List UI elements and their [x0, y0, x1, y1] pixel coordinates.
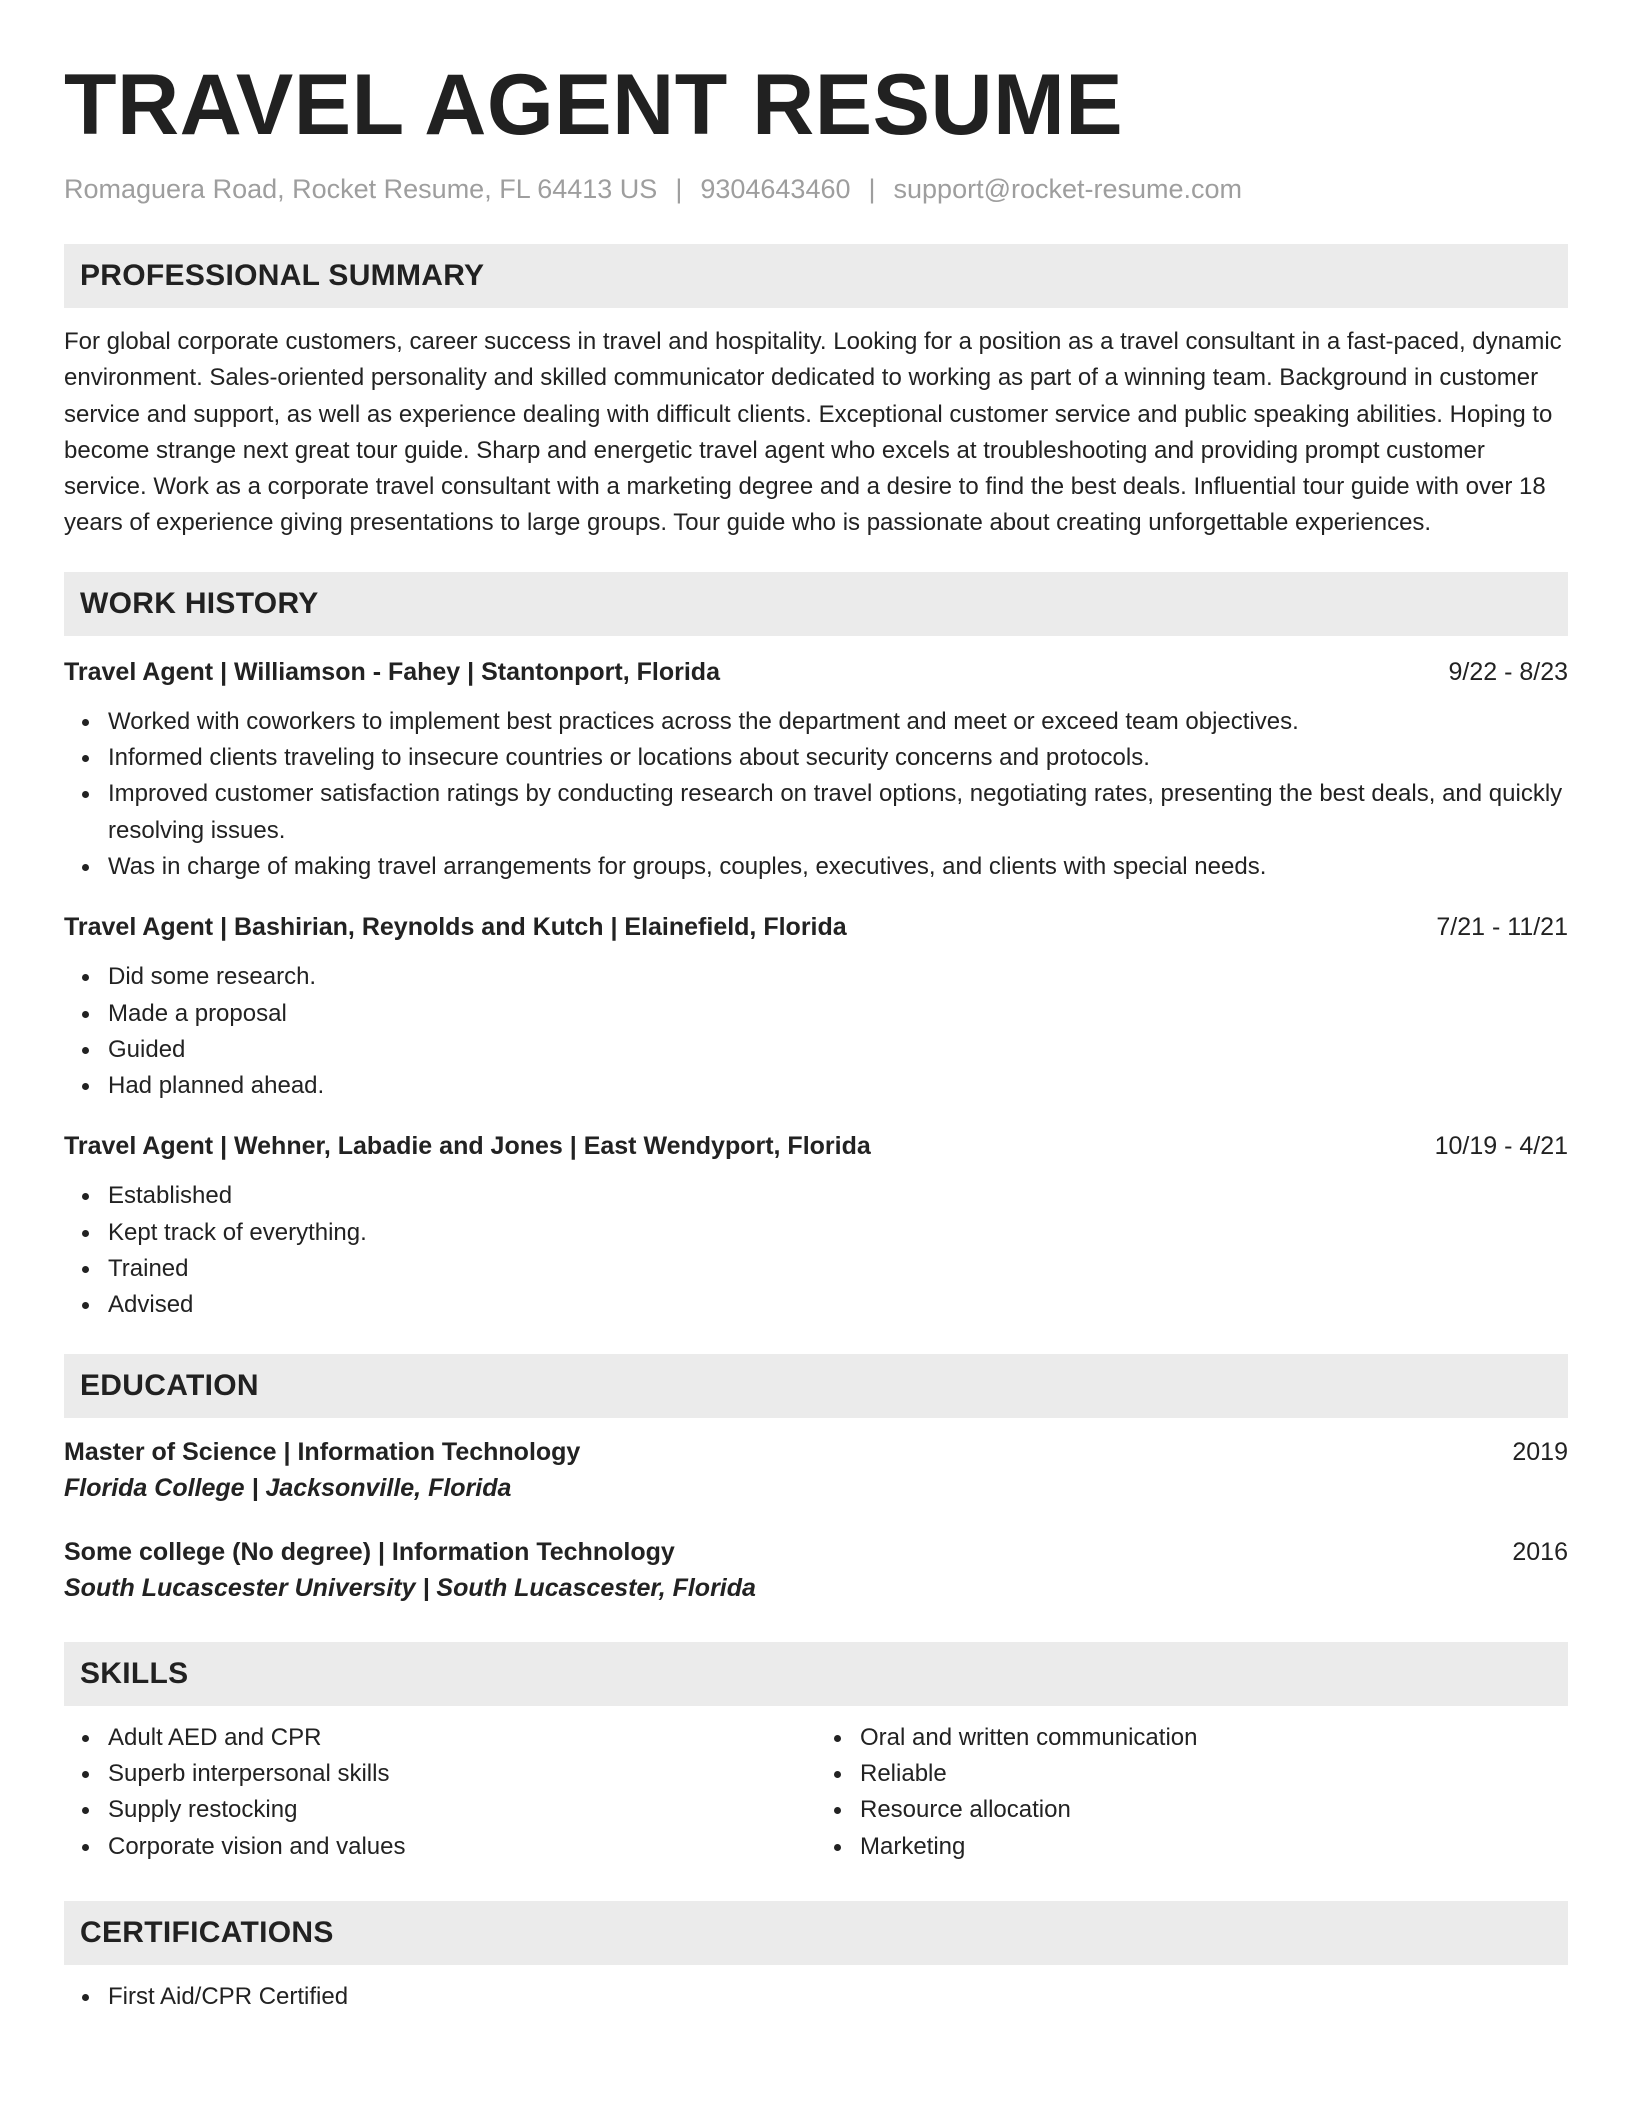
- contact-email: support@rocket-resume.com: [893, 174, 1243, 204]
- education-header: [64, 1534, 1568, 1570]
- job-bullet: Trained: [108, 1251, 1568, 1287]
- contact-phone: 9304643460: [700, 174, 851, 204]
- education-header: [64, 1434, 1568, 1470]
- skill-item: Resource allocation: [860, 1792, 1568, 1828]
- education-degree: Master of Science | Information Technology: [64, 1437, 581, 1466]
- section-header-certifications: CERTIFICATIONS: [64, 1901, 1568, 1965]
- job-bullets: [64, 1178, 1568, 1323]
- section-header-skills: SKILLS: [64, 1642, 1568, 1706]
- job-bullet: Improved customer satisfaction ratings by conducting research on travel options, negotiating rates, presenting the best deals, and quickly resolving issues.: [108, 776, 1568, 849]
- summary-text: For global corporate customers, career success in travel and hospitality. Looking for a position as a travel consultant in a fast-paced, dynamic environment. Sales-oriented personality and skilled communicator dedicated to working as part of a winning team. Background in customer service and support, as well as experience dealing with difficult clients. Exceptional customer service and public speaking abilities. Hoping to become strange next great tour guide. Sharp and energetic travel agent who excels at troubleshooting and providing prompt customer service. Work as a corporate travel consultant with a marketing degree and a desire to find the best deals. Influential tour guide with over 18 years of experience giving presentations to large groups. Tour guide who is passionate about creating unforgettable experiences.: [64, 328, 1562, 537]
- job-bullet: Established: [108, 1178, 1568, 1214]
- resume-title: TRAVEL AGENT RESUME: [64, 57, 1124, 153]
- skill-item: Superb interpersonal skills: [108, 1756, 816, 1792]
- job-entry: [64, 909, 1568, 1104]
- education-degree: Some college (No degree) | Information Technology: [64, 1537, 675, 1566]
- job-header: [64, 1128, 1568, 1164]
- skill-item: Marketing: [860, 1829, 1568, 1865]
- section-header-work-history: WORK HISTORY: [64, 572, 1568, 636]
- skills-list: [64, 1720, 1568, 1865]
- section-header-education: EDUCATION: [64, 1354, 1568, 1418]
- job-bullet: Kept track of everything.: [108, 1215, 1568, 1251]
- job-dates: 10/19 - 4/21: [1434, 1132, 1568, 1161]
- skill-item: Adult AED and CPR: [108, 1720, 816, 1756]
- skill-item: Supply restocking: [108, 1792, 816, 1828]
- job-bullets: [64, 704, 1568, 885]
- job-bullet: Made a proposal: [108, 996, 1568, 1032]
- job-bullet: Did some research.: [108, 959, 1568, 995]
- job-bullet: Informed clients traveling to insecure countries or locations about security concerns and protocols.: [108, 740, 1568, 776]
- job-dates: 7/21 - 11/21: [1436, 913, 1568, 942]
- job-bullet: Had planned ahead.: [108, 1068, 1568, 1104]
- job-entry: [64, 654, 1568, 885]
- contact-separator: |: [868, 174, 876, 204]
- contact-line: [64, 172, 1568, 206]
- contact-address: Romaguera Road, Rocket Resume, FL 64413 US: [64, 174, 658, 204]
- job-title: Travel Agent | Williamson - Fahey | Stantonport, Florida: [64, 657, 720, 686]
- skill-item: Corporate vision and values: [108, 1829, 816, 1865]
- job-bullet: Advised: [108, 1287, 1568, 1323]
- education-school: Florida College | Jacksonville, Florida: [64, 1473, 512, 1502]
- certification-item: First Aid/CPR Certified: [108, 1979, 1568, 2015]
- job-bullet: Worked with coworkers to implement best practices across the department and meet or exceed team objectives.: [108, 704, 1568, 740]
- education-entry: [64, 1434, 1568, 1506]
- education-entry: [64, 1534, 1568, 1606]
- job-entry: [64, 1128, 1568, 1323]
- job-title: Travel Agent | Wehner, Labadie and Jones | East Wendyport, Florida: [64, 1132, 871, 1161]
- job-bullets: [64, 959, 1568, 1104]
- job-dates: 9/22 - 8/23: [1448, 657, 1568, 686]
- section-header-summary: PROFESSIONAL SUMMARY: [64, 244, 1568, 308]
- skills-column-right: [816, 1720, 1568, 1865]
- job-bullet: Guided: [108, 1032, 1568, 1068]
- skills-column-left: [64, 1720, 816, 1865]
- job-title: Travel Agent | Bashirian, Reynolds and Kutch | Elainefield, Florida: [64, 913, 847, 942]
- job-header: [64, 654, 1568, 690]
- job-bullet: Was in charge of making travel arrangements for groups, couples, executives, and clients with special needs.: [108, 849, 1568, 885]
- education-year: 2019: [1512, 1437, 1568, 1466]
- contact-separator: |: [675, 174, 683, 204]
- job-header: [64, 909, 1568, 945]
- education-school: South Lucascester University | South Lucascester, Florida: [64, 1573, 756, 1602]
- education-year: 2016: [1512, 1537, 1568, 1566]
- skill-item: Reliable: [860, 1756, 1568, 1792]
- skill-item: Oral and written communication: [860, 1720, 1568, 1756]
- certifications-list: [64, 1979, 1568, 2015]
